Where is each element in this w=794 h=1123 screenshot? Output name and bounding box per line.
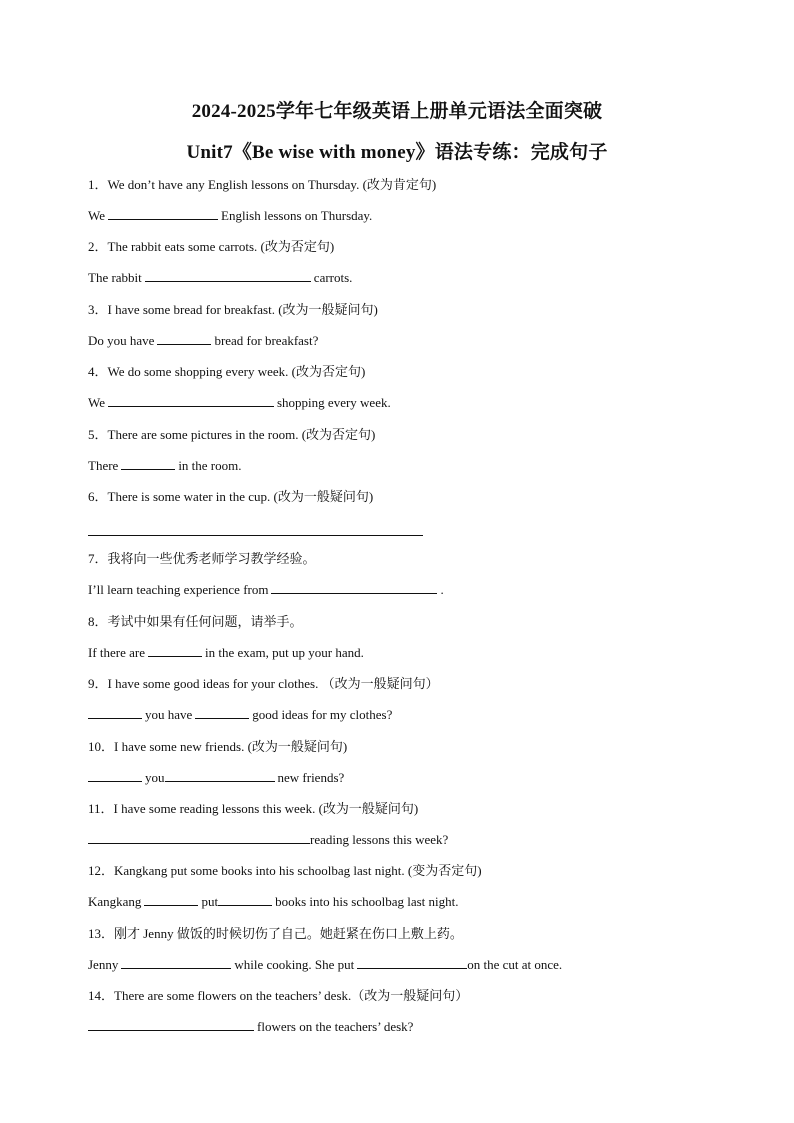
question-5-answer-line xyxy=(88,457,242,475)
answer-text: in the exam, put up your hand. xyxy=(205,645,364,660)
answer-blank[interactable] xyxy=(145,269,311,282)
answer-text: new friends? xyxy=(277,770,345,785)
answer-text: books into his schoolbag last night. xyxy=(275,894,459,909)
answer-text: while cooking. She put xyxy=(234,957,355,972)
answer-blank[interactable] xyxy=(218,893,272,906)
answer-text: There xyxy=(88,458,119,473)
question-7-prompt: 7．我将向一些优秀老师学习教学经验。 xyxy=(88,551,316,566)
answer-blank[interactable] xyxy=(157,332,211,345)
page-title: 2024-2025学年七年级英语上册单元语法全面突破 xyxy=(191,101,603,122)
question-2-answer-line xyxy=(88,269,352,287)
answer-blank[interactable] xyxy=(271,581,437,594)
answer-blank[interactable] xyxy=(144,893,198,906)
answer-blank[interactable] xyxy=(88,706,142,719)
answer-text: We xyxy=(88,208,105,223)
answer-text: Kangkang xyxy=(88,894,142,909)
answer-text: put xyxy=(201,894,219,909)
answer-blank[interactable] xyxy=(108,207,218,220)
answer-text: . xyxy=(440,582,444,597)
answer-blank[interactable] xyxy=(88,534,423,536)
answer-text: flowers on the teachers’ desk? xyxy=(257,1019,414,1034)
answer-text: Jenny xyxy=(88,957,119,972)
answer-blank[interactable] xyxy=(121,457,175,470)
answer-text: I’ll learn teaching experience from xyxy=(88,582,269,597)
question-3-prompt: 3．I have some bread for breakfast. (改为一般疑问句) xyxy=(88,302,378,317)
question-6-prompt: 6．There is some water in the cup. (改为一般疑问句) xyxy=(88,489,374,504)
answer-text: shopping every week. xyxy=(277,395,391,410)
answer-blank[interactable] xyxy=(121,956,231,969)
answer-text: good ideas for my clothes? xyxy=(252,707,393,722)
question-12-prompt: 12．Kangkang put some books into his schoolbag last night. (变为否定句) xyxy=(88,863,482,878)
question-14-prompt: 14．There are some flowers on the teachers’ desk.（改为一般疑问句） xyxy=(88,988,469,1003)
question-10-answer-line xyxy=(88,769,344,787)
answer-blank[interactable] xyxy=(148,644,202,657)
page-subtitle: Unit7《Be wise with money》语法专练：完成句子 xyxy=(186,142,608,163)
answer-text: in the room. xyxy=(178,458,242,473)
answer-blank[interactable] xyxy=(108,394,274,407)
question-2-prompt: 2．The rabbit eats some carrots. (改为否定句) xyxy=(88,239,335,254)
question-9-answer-line xyxy=(88,706,392,724)
question-4-answer-line xyxy=(88,394,391,412)
answer-blank[interactable] xyxy=(165,769,275,782)
question-8-answer-line xyxy=(88,644,364,662)
answer-blank[interactable] xyxy=(88,1018,254,1031)
question-7-answer-line xyxy=(88,581,444,599)
question-9-prompt: 9．I have some good ideas for your clothes. （改为一般疑问句） xyxy=(88,676,439,691)
question-14-answer-line xyxy=(88,1018,413,1036)
question-13-prompt: 13．刚才 Jenny 做饭的时候切伤了自己。她赶紧在伤口上敷上药。 xyxy=(88,926,463,941)
answer-text: English lessons on Thursday. xyxy=(221,208,373,223)
question-3-answer-line xyxy=(88,332,318,350)
answer-text: carrots. xyxy=(313,270,353,285)
question-10-prompt: 10．I have some new friends. (改为一般疑问句) xyxy=(88,739,348,754)
answer-text: on the cut at once. xyxy=(467,957,563,972)
answer-text: If there are xyxy=(88,645,146,660)
question-12-answer-line xyxy=(88,893,459,911)
question-13-answer-line xyxy=(88,956,562,974)
answer-blank[interactable] xyxy=(88,769,142,782)
question-11-answer-line xyxy=(88,831,448,849)
answer-blank[interactable] xyxy=(357,956,467,969)
question-1-answer-line xyxy=(88,207,372,225)
answer-text: We xyxy=(88,395,105,410)
question-5-prompt: 5．There are some pictures in the room. (改为否定句) xyxy=(88,427,376,442)
answer-text: you xyxy=(145,770,165,785)
answer-blank[interactable] xyxy=(88,831,310,844)
answer-text: The rabbit xyxy=(88,270,142,285)
question-11-prompt: 11．I have some reading lessons this week. (改为一般疑问句) xyxy=(88,801,419,816)
answer-text: reading lessons this week? xyxy=(310,832,449,847)
answer-text: Do you have xyxy=(88,333,155,348)
answer-text: you have xyxy=(145,707,193,722)
answer-text: bread for breakfast? xyxy=(214,333,319,348)
answer-blank[interactable] xyxy=(195,706,249,719)
question-4-prompt: 4．We do some shopping every week. (改为否定句) xyxy=(88,364,366,379)
question-1-prompt: 1．We don’t have any English lessons on Thursday. (改为肯定句) xyxy=(88,177,437,192)
question-8-prompt: 8．考试中如果有任何问题，请举手。 xyxy=(88,614,303,629)
